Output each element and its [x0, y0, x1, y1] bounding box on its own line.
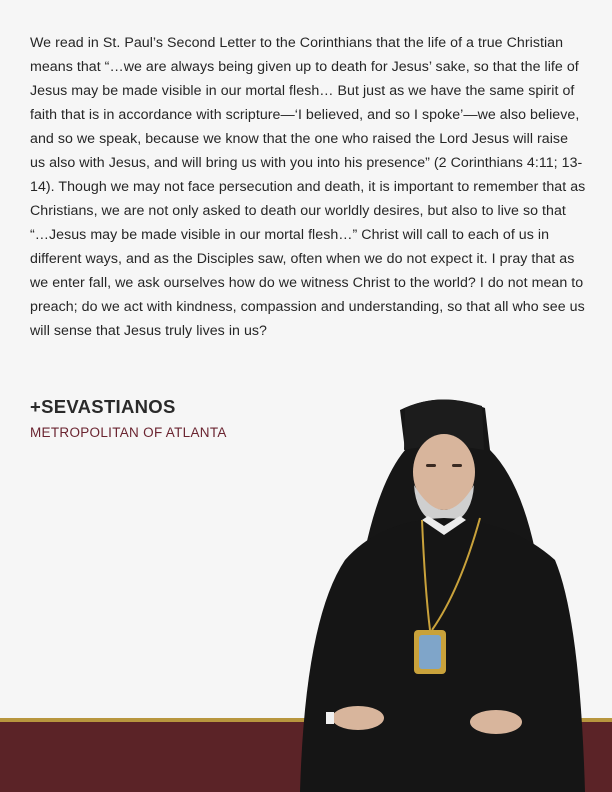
signature-title: METROPOLITAN OF ATLANTA	[30, 425, 227, 440]
signature-name: +SEVASTIANOS	[30, 396, 176, 417]
bishop-portrait-image	[290, 390, 612, 792]
letter-body-text: We read in St. Paul’s Second Letter to the Corinthians that the life of a true Christian means that “…we are always being given up to death for Jesus’ sake, so that the life of Jesus may be made visible in our mortal flesh… But just as we have the same spirit of faith that is in accordance with scripture—‘I believed, and so I spoke’—we also believe, and so we speak, because we know that the one who raised the Lord Jesus will raise us also with Jesus, and will bring us with you into his presence” (2 Corinthians 4:11; 13-14). Though we may not face persecution and death, it is important to remember that as Christians, we are not only asked to death our worldly desires, but also to live so that “…Jesus may be made visible in our mortal flesh…” Christ will call to each of us in different ways, and as the Disciples saw, often when we do not expect it. I pray that as we enter fall, we ask ourselves how do we witness Christ to the world? I do not mean to preach; do we act with kindness, compassion and understanding, so that all who see us will sense that Jesus truly lives in us?	[30, 35, 586, 339]
